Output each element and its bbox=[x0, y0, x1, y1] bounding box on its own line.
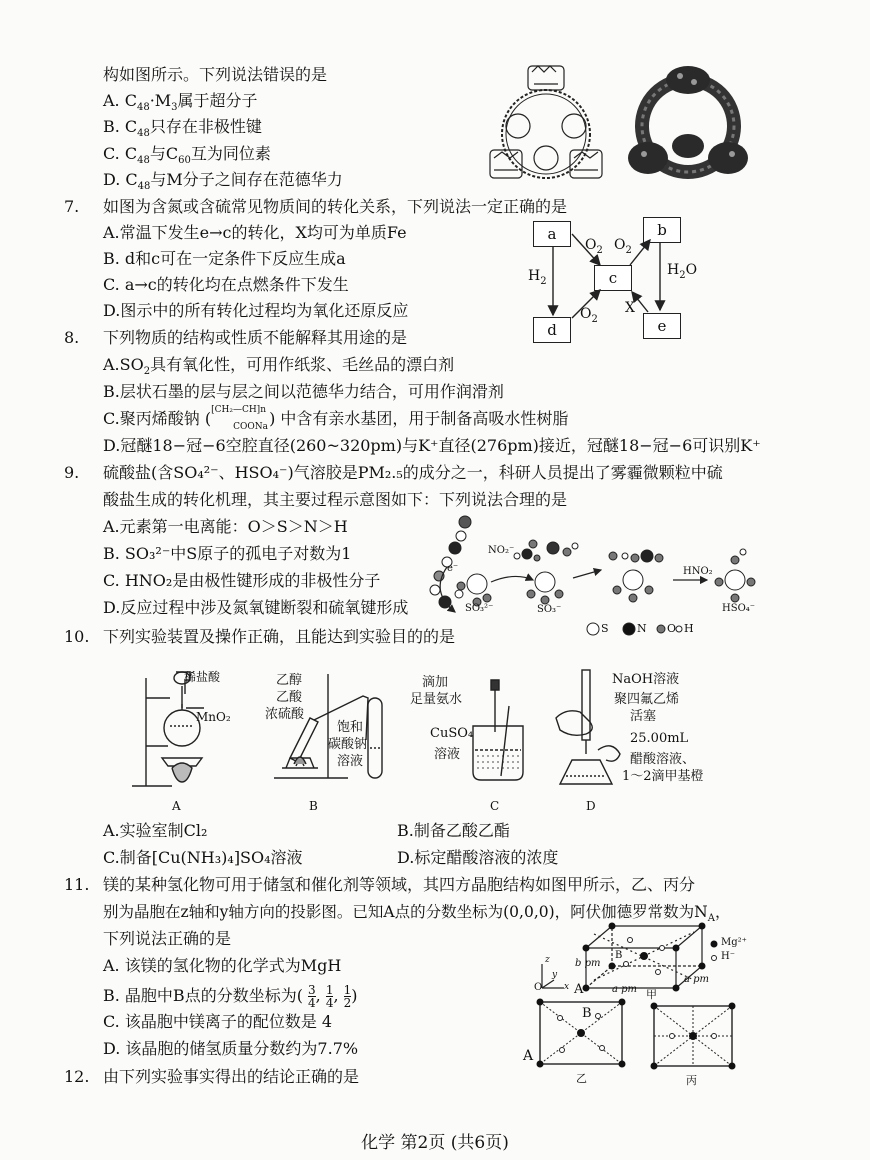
q9-option-c: C. HNO₂是由极性键形成的非极性分子 bbox=[103, 571, 381, 590]
polymer-formula-bottom: COONa bbox=[233, 422, 268, 432]
q8-option-b: B.层状石墨的层与层之间以范德华力结合，可用作润滑剂 bbox=[103, 382, 504, 401]
q11-option-c: C. 该晶胞中镁离子的配位数是 4 bbox=[103, 1012, 333, 1031]
q10-number: 10. bbox=[64, 627, 90, 646]
label-excess-ammonia: 足量氨水 bbox=[410, 692, 463, 707]
so3-radical-label: SO₃⁻ bbox=[537, 604, 562, 615]
axis-z: z bbox=[545, 955, 550, 965]
label-mno2: MnO₂ bbox=[196, 710, 231, 724]
node-e: e bbox=[643, 313, 681, 339]
label-ptfe: 聚四氟乙烯 bbox=[614, 692, 680, 707]
q12-number: 12. bbox=[64, 1067, 90, 1086]
page-footer: 化学 第2页 (共6页) bbox=[361, 1133, 509, 1153]
q7-option-b: B. d和c可在一定条件下反应生成a bbox=[103, 249, 346, 268]
legend-s: S bbox=[601, 622, 609, 635]
q6-stem-tail: 构如图所示。下列说法错误的是 bbox=[103, 65, 328, 84]
legend-n: N bbox=[637, 622, 647, 635]
apparatus-d-label: D bbox=[586, 799, 596, 813]
label-ethanol: 乙醇 bbox=[276, 673, 303, 688]
node-b: b bbox=[643, 217, 681, 243]
q10-option-a: A.实验室制Cl₂ bbox=[103, 821, 208, 840]
label-solution-b: 溶液 bbox=[337, 754, 364, 769]
x-label: X bbox=[625, 300, 635, 316]
q7-option-a: A.常温下发生e→c的转化，X均可为单质Fe bbox=[103, 223, 407, 242]
label-solution-c: 溶液 bbox=[434, 747, 461, 762]
apparatus-b-label: B bbox=[309, 799, 318, 813]
label-methyl-orange: 1～2滴甲基橙 bbox=[622, 769, 704, 784]
no2-label: NO₂⁻ bbox=[488, 545, 515, 556]
label-saturated: 饱和 bbox=[337, 720, 364, 735]
c48-3d-model-figure bbox=[628, 62, 748, 182]
h2-label: $H_2$ bbox=[528, 268, 547, 287]
label-cuso4: CuSO₄ bbox=[430, 726, 474, 741]
o2-label-3: $O_2$ bbox=[580, 306, 598, 325]
label-a-pm-2: a pm bbox=[684, 974, 710, 985]
hno2-label: HNO₂ bbox=[683, 566, 713, 577]
q6-option-c: C. $C_{48}$与$C_{60}$互为同位素 bbox=[103, 144, 271, 167]
label-volume: 25.00mL bbox=[630, 731, 689, 746]
q8-option-d: D.冠醚18−冠−6空腔直径(260~320pm)与K⁺直径(276pm)接近，冠醚18−冠−6可识别K⁺ bbox=[103, 436, 761, 455]
label-point-a-yi: A bbox=[523, 1048, 534, 1064]
q8-option-a: $A.SO_2$具有氧化性，可用作纸浆、毛丝品的漂白剂 bbox=[103, 355, 455, 378]
label-yi: 乙 bbox=[576, 1072, 587, 1085]
label-dilute-hcl: 稀盐酸 bbox=[184, 670, 221, 684]
q11-stem-line1: 镁的某种氢化物可用于储氢和催化剂等领域，其四方晶胞结构如图甲所示，乙、丙分 bbox=[103, 875, 696, 894]
label-point-a-jia: A bbox=[574, 982, 584, 997]
label-bing: 丙 bbox=[686, 1074, 697, 1087]
q11-option-a: A. 该镁的氢化物的化学式为MgH bbox=[103, 956, 342, 975]
q9-option-d: D.反应过程中涉及氮氧键断裂和硫氧键形成 bbox=[103, 598, 409, 617]
o2-label-1: $O_2$ bbox=[585, 237, 603, 256]
q8-stem: 下列物质的结构或性质不能解释其用途的是 bbox=[103, 328, 408, 347]
q11-stem-line2: 别为晶胞在z轴和y轴方向的投影图。已知A点的分数坐标为(0,0,0)，阿伏伽德罗常数为$N_A$， bbox=[103, 903, 731, 925]
node-c: c bbox=[594, 265, 632, 291]
label-point-b-jia: B bbox=[615, 950, 623, 961]
label-naoh-solution: NaOH溶液 bbox=[612, 672, 680, 687]
q9-stem-line2: 酸盐生成的转化机理，其主要过程示意图如下：下列说法合理的是 bbox=[103, 490, 568, 509]
q6-option-a: A. $C_{48}\cdot M_3$属于超分子 bbox=[103, 91, 258, 114]
q11-option-b: B. 晶胞中B点的分数坐标为( $\frac{3}{4}$ , $\frac{1}{4}$ , $\frac{1}{2}$ ) bbox=[103, 983, 358, 1010]
o2-label-2: $O_2$ bbox=[614, 237, 632, 256]
label-b-pm: b pm bbox=[575, 958, 601, 969]
polymer-formula-top: [CH₂—CH]n bbox=[211, 405, 266, 415]
q7-stem: 如图为含氮或含硫常见物质间的转化关系，下列说法一定正确的是 bbox=[103, 197, 568, 216]
electron-label: e⁻ bbox=[447, 563, 459, 574]
h2o-label: $H_2O$ bbox=[667, 262, 698, 281]
label-point-b-yi: B bbox=[582, 1006, 592, 1021]
q11-stem-line3: 下列说法正确的是 bbox=[103, 929, 232, 948]
q11-option-d: D. 该晶胞的储氢质量分数约为7.7% bbox=[103, 1039, 359, 1058]
q8-number: 8. bbox=[64, 328, 80, 347]
c48-ring-structure-figure bbox=[488, 62, 608, 192]
q12-stem: 由下列实验事实得出的结论正确的是 bbox=[103, 1067, 360, 1086]
q10-option-b: B.制备乙酸乙酯 bbox=[397, 821, 510, 840]
so3-2-label: SO₃²⁻ bbox=[465, 603, 494, 614]
label-acetic-acid: 乙酸 bbox=[276, 690, 303, 705]
q7-number: 7. bbox=[64, 197, 80, 216]
label-a-pm-1: a pm bbox=[612, 984, 638, 995]
label-acetic-solution: 醋酸溶液、 bbox=[630, 752, 696, 767]
q7-option-c: C. a→c的转化均在点燃条件下发生 bbox=[103, 275, 349, 294]
projection-bing bbox=[652, 1004, 736, 1068]
legend-mg: Mg²⁺ bbox=[721, 937, 747, 948]
label-jia: 甲 bbox=[646, 988, 657, 1001]
q10-option-c: C.制备[Cu(NH₃)₄]SO₄溶液 bbox=[103, 848, 303, 867]
apparatus-a-cl2-generation bbox=[132, 668, 222, 792]
q11-number: 11. bbox=[64, 875, 90, 894]
q7-arrows bbox=[520, 210, 700, 350]
q10-option-d: D.标定醋酸溶液的浓度 bbox=[397, 848, 559, 867]
q9-mechanism-diagram bbox=[425, 512, 765, 640]
legend-h: H bbox=[684, 622, 694, 635]
label-stopcock: 活塞 bbox=[630, 709, 657, 724]
q6-option-d: D. $C_{48}$与M分子之间存在范德华力 bbox=[103, 170, 343, 193]
q8-option-c: C.聚丙烯酸钠 ( [CH₂—CH]n COONa ) 中含有亲水基团，用于制备高吸水性树脂 bbox=[103, 405, 569, 432]
q9-option-b: B. SO₃²⁻中S原子的孤电子对数为1 bbox=[103, 544, 352, 563]
q9-stem-line1: 硫酸盐(含SO₄²⁻、HSO₄⁻)气溶胶是PM₂.₅的成分之一，科研人员提出了雾霾微颗粒中硫 bbox=[103, 463, 723, 482]
label-conc-h2so4: 浓硫酸 bbox=[265, 707, 305, 722]
q6-option-b: B. $C_{48}$只存在非极性键 bbox=[103, 117, 262, 140]
axis-y: y bbox=[552, 970, 558, 980]
label-add-dropwise: 滴加 bbox=[422, 675, 449, 690]
axis-x: x bbox=[564, 982, 570, 992]
label-sodium-carbonate: 碳酸钠 bbox=[328, 737, 368, 752]
axis-origin: O bbox=[534, 982, 543, 993]
apparatus-a-label: A bbox=[172, 799, 181, 813]
q9-number: 9. bbox=[64, 463, 80, 482]
q7-option-d: D.图示中的所有转化过程均为氧化还原反应 bbox=[103, 301, 409, 320]
apparatus-c-label: C bbox=[490, 799, 500, 813]
legend-h-minus: H⁻ bbox=[721, 951, 735, 962]
node-d: d bbox=[533, 317, 571, 343]
q9-option-a: A.元素第一电离能：O＞S＞N＞H bbox=[103, 517, 348, 536]
q10-stem: 下列实验装置及操作正确，且能达到实验目的的是 bbox=[103, 627, 456, 646]
node-a: a bbox=[533, 221, 571, 247]
legend-o: O bbox=[667, 622, 677, 635]
hso4-label: HSO₄⁻ bbox=[722, 603, 756, 614]
